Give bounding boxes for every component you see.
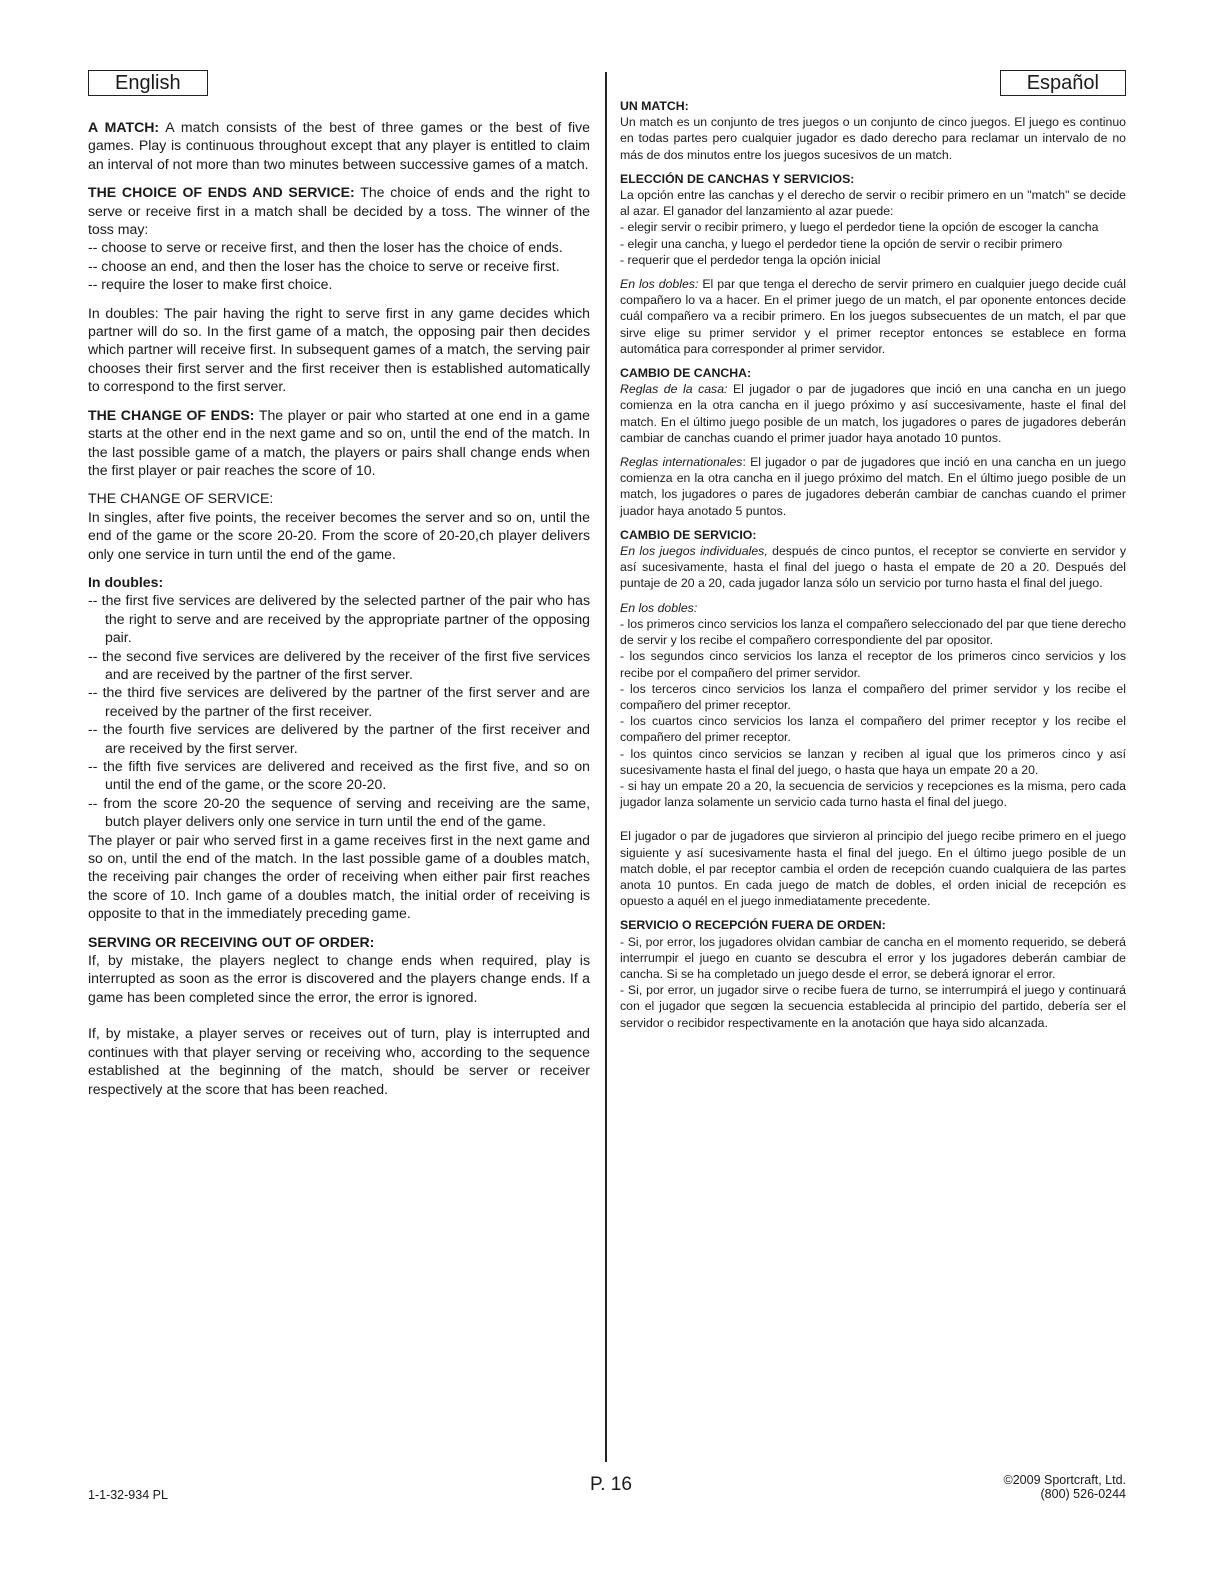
es-intl-rules-label: Reglas internationales bbox=[620, 455, 743, 470]
en-change-service-text: In singles, after five points, the receiver becomes the server and so on, until the end of the game or the score 20-20. From the score of 20-20,ch player delivers only one service in turn until the end of the game. bbox=[88, 508, 590, 562]
en-choice-item: -- require the loser to make first choice. bbox=[88, 276, 333, 293]
en-match-heading: A MATCH: bbox=[88, 119, 160, 135]
en-doubles-item: -- the third five services are delivered by the partner of the first server and are received by the partner of the first receiver. bbox=[88, 684, 590, 719]
es-change-service-section bbox=[620, 527, 1126, 592]
en-out-of-order-p2: If, by mistake, a player serves or receives out of turn, play is interrupted and continues with that player serving or receiving who, according to the sequence established at the beginning of the match, should be server or receiver respectively at the score that has been reached. bbox=[88, 1025, 590, 1097]
es-change-ends-heading: CAMBIO DE CANCHA: bbox=[620, 366, 752, 381]
es-doubles-intro-text: El par que tenga el derecho de servir primero en cualquier juego decide cuál compañero lo va a hacer. En el primer juego de un match, el par oponente entonces decide cuál compañero va a recibir primero. En los juegos subsecuentes de un match, el par que sirve elige su primer servidor y el primer receptor entonces se establece en forma automática para corresponder al primer servidor. bbox=[620, 277, 1126, 356]
es-doubles-closing: El jugador o par de jugadores que sirvieron al principio del juego recibe primero en el juego siguiente y así sucesivamente hasta el final del juego. En el último juego posible de un match doble, el par receptor cambia el orden de recepción cuando cualquiera de las partes anota 10 puntos. En cada juego de match de dobles, el orden inicial de recepción es opuesto a aquél en el juego inmediatamente precedente. bbox=[620, 829, 1126, 909]
copyright-block bbox=[1004, 1473, 1126, 1501]
en-out-of-order-section bbox=[88, 933, 590, 1098]
english-language-label: English bbox=[88, 70, 208, 96]
en-change-service-section bbox=[88, 489, 590, 563]
en-change-ends-section bbox=[88, 406, 590, 480]
es-house-rules-label: Reglas de la casa: bbox=[620, 382, 728, 397]
es-intl-rules-text: : El jugador o par de jugadores que inció en una cancha en un juego comienza en la otra cancha en il juego próximo del match. En el último juego posible de un match, los jugadores o pares de jugadores deberán cambiar de canchas cuando el primer juador haya anotado 5 puntos. bbox=[620, 455, 1126, 518]
column-divider bbox=[605, 72, 607, 1462]
en-choice-text: The choice of ends and the right to serve or receive first in a match shall be decided by a toss. The winner of the toss may: bbox=[88, 184, 590, 238]
en-out-of-order-heading: SERVING OR RECEIVING OUT OF ORDER: bbox=[88, 933, 375, 950]
en-doubles-item: -- from the score 20-20 the sequence of serving and receiving are the same, butch player delivers only one service in turn until the end of the game. bbox=[88, 794, 590, 830]
en-doubles-intro: In doubles: The pair having the right to serve first in any game decides which partner will do so. In the first game of a match, the opposing pair then decides which partner will receive first. In subsequent games of a match, the serving pair chooses their first server and the first receiver then is established automatically to correspond to the first server. bbox=[88, 304, 590, 395]
es-doubles-label: En los dobles: bbox=[620, 600, 698, 615]
en-change-service-heading: THE CHANGE OF SERVICE: bbox=[88, 490, 274, 507]
es-doubles-item: - los cuartos cinco servicios los lanza el compañero del primer receptor y los recibe el compañero del primer receptor. bbox=[620, 714, 1126, 745]
en-match-section bbox=[88, 118, 590, 173]
es-choice-text: La opción entre las canchas y el derecho de servir o recibir primero en un "match" se decide al azar. El ganador del lanzamiento al azar puede: bbox=[620, 188, 1126, 219]
en-doubles-heading: In doubles: bbox=[88, 573, 164, 590]
es-change-service-heading: CAMBIO DE SERVICIO: bbox=[620, 527, 757, 542]
es-choice-heading: ELECCIÓN DE CANCHAS Y SERVICIOS: bbox=[620, 171, 855, 186]
es-doubles-item: - si hay un empate 20 a 20, la secuencia de servicios y recepciones es la misma, pero cada jugador lanza solamente un servicio cada turno hasta el final del juego. bbox=[620, 778, 1126, 810]
en-doubles-item: -- the first five services are delivered by the selected partner of the pair who has the right to serve and are received by the appropriate partner of the opposing pair. bbox=[88, 592, 590, 646]
copyright-text: ©2009 Sportcraft, Ltd. bbox=[1003, 1473, 1126, 1487]
es-choice-item: - requerir que el perdedor tenga la opción inicial bbox=[620, 252, 881, 267]
en-change-ends-text: The player or pair who started at one end in a game starts at the other end in the next game and so on, until the end of the match. In the last possible game of a match, the players or pairs shall change ends when the first player or pair reaches the score of 10. bbox=[88, 406, 590, 478]
en-out-of-order-p1: If, by mistake, the players neglect to change ends when required, play is interrupted as soon as the error is discovered and the players change ends. If a game has been completed since the error, the error is ignored. bbox=[88, 952, 590, 1005]
es-doubles-item: - los terceros cinco servicios los lanza el compañero del primer servidor y los recibe el compañero del primer receptor. bbox=[620, 681, 1126, 712]
es-doubles-intro-label: En los dobles: bbox=[620, 277, 699, 292]
es-choice-item: - elegir una cancha, y luego el perdedor tiene la opción de servir o recibir primero bbox=[620, 236, 1063, 251]
spanish-content bbox=[620, 96, 1126, 1031]
en-match-text: A match consists of the best of three games or the best of five games. Play is continuous throughout except that any player is entitled to claim an interval of not more than two minutes between successive games of a match. bbox=[88, 119, 590, 172]
spanish-column bbox=[620, 70, 1126, 1039]
phone-number: (800) 526-0244 bbox=[1040, 1487, 1126, 1501]
part-number: 1-1-32-934 PL bbox=[88, 1488, 168, 1502]
english-column bbox=[88, 70, 590, 1108]
en-change-ends-heading: THE CHANGE OF ENDS: bbox=[88, 406, 255, 423]
es-doubles-item: - los primeros cinco servicios los lanza el compañero seleccionado del par que tiene derecho de servir y los recibe el compañero correspondiente del par opositor. bbox=[620, 616, 1126, 648]
es-change-service-label: En los juegos individuales, bbox=[620, 544, 768, 559]
english-content bbox=[88, 118, 590, 1098]
en-doubles-item: -- the second five services are delivered by the receiver of the first five services and are received by the partner of the first server. bbox=[88, 647, 590, 682]
en-choice-section bbox=[88, 183, 590, 293]
es-house-rules-text: El jugador o par de jugadores que inció en una cancha en un juego comienza en la otra cancha en il juego próximo y así succesivamente, haste el final del match. En el último juego posible de un match, los jugadores o pares de jugadores deberán cambiar de canchas cuando el primer juador haya anotado 10 puntos. bbox=[620, 382, 1127, 445]
en-doubles-closing: The player or pair who served first in a game receives first in the next game and so on, until the end of the match. In the last possible game of a doubles match, the receiving pair changes the order of receiving when either pair first reaches the score of 10. Inch game of a doubles match, the initial order of receiving is opposite to that in the immediately preceding game. bbox=[88, 831, 590, 922]
es-out-of-order-section bbox=[620, 917, 1126, 1030]
es-change-ends-section bbox=[620, 365, 1126, 519]
en-choice-heading: THE CHOICE OF ENDS AND SERVICE: bbox=[88, 184, 355, 201]
en-doubles-item: -- the fifth five services are delivered and received as the first five, and so on until the end of the game, or the score 20-20. bbox=[88, 758, 590, 793]
en-choice-item: -- choose to serve or receive first, and then the loser has the choice of ends. bbox=[88, 239, 563, 256]
es-out-of-order-p1: - Si, por error, los jugadores olvidan cambiar de cancha en el momento requerido, se deberá interrumpir el juego en cuanto se descubra el error y los jugadores deberán cambiar de cancha. Si se ha completado un juego desde el error, se deberá ignorar el error. bbox=[620, 934, 1126, 981]
es-out-of-order-p2: - Si, por error, un jugador sirve o recibe fuera de turno, se interrumpirá el juego y continuará con el jugador que segœn la secuencia establecida al principio del partido, debería ser el servidor o recibidor respectivamente en la anotación que haya sido alcanzada. bbox=[620, 983, 1126, 1030]
en-doubles-section bbox=[88, 573, 590, 923]
es-doubles-item: - los segundos cinco servicios los lanza el receptor de los primeros cinco servicios y los recibe por el compañero del primer servidor. bbox=[620, 649, 1126, 680]
page-number: P. 16 bbox=[590, 1474, 632, 1495]
es-doubles-section bbox=[620, 600, 1126, 811]
es-match-text: Un match es un conjunto de tres juegos o un conjunto de cinco juegos. El juego es continuo en todas partes pero cualquier jugador es dado derecho para reclamar un intervalo de no más de dos minutos entre los juegos sucesivos de un match. bbox=[620, 115, 1126, 162]
es-match-section bbox=[620, 98, 1126, 163]
es-out-of-order-heading: SERVICIO O RECEPCIÓN FUERA DE ORDEN: bbox=[620, 918, 886, 933]
es-match-heading: UN MATCH: bbox=[620, 99, 689, 113]
en-choice-item: -- choose an end, and then the loser has the choice to serve or receive first. bbox=[88, 257, 560, 274]
en-doubles-item: -- the fourth five services are delivered by the partner of the first receiver and are received by the first server. bbox=[88, 721, 590, 756]
spanish-language-label: Español bbox=[1000, 70, 1126, 96]
es-choice-section bbox=[620, 171, 1126, 268]
es-doubles-item: - los quintos cinco servicios se lanzan y reciben al igual que los primeros cinco y así sucesivamente hasta el final del juego, o hasta que haya un empate 20 a 20. bbox=[620, 746, 1126, 777]
es-change-service-text: después de cinco puntos, el receptor se convierte en servidor y así sucesivamente, hasta el final del juego o hasta el empate de 20 a 20. Después del puntaje de 20 a 20, cada jugador lanza sólo un servicio por turno hasta el final del juego. bbox=[620, 544, 1127, 591]
es-doubles-intro bbox=[620, 276, 1126, 357]
es-choice-item: - elegir servir o recibir primero, y luego el perdedor tiene la opción de escoger la cancha bbox=[620, 220, 1099, 235]
